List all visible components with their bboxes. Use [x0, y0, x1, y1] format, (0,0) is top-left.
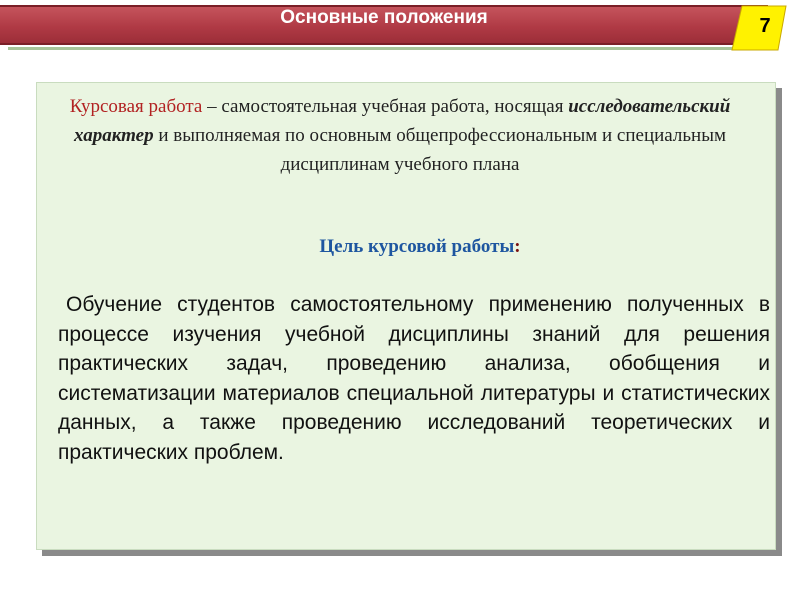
- definition-emphasis: исследовательский характер: [74, 96, 731, 146]
- goal-heading-text: Цель курсовой работы: [319, 236, 515, 257]
- definition-text-part2: и выполняемая по основным общепрофессиональным и специальным дисциплинам учебного плана: [153, 125, 726, 175]
- header-shadow: [8, 47, 768, 50]
- slide-title: Основные положения: [280, 7, 488, 28]
- goal-heading: [240, 236, 600, 258]
- definition-term: Курсовая работа: [69, 96, 203, 117]
- goal-paragraph: Обучение студентов самостоятельному применению полученных в процессе изучения учебной дисциплины знаний для решения практических задач, проведению анализа, обобщения и систематизации материалов специальной литературы и статистических данных, а также проведению исследований теоретических и практических проблем.: [58, 293, 770, 464]
- goal-heading-colon: :: [514, 236, 521, 257]
- definition-text-part1: – самостоятельная учебная работа, носящая: [202, 96, 569, 117]
- page-number: 7: [759, 15, 771, 37]
- definition-paragraph: [50, 92, 750, 179]
